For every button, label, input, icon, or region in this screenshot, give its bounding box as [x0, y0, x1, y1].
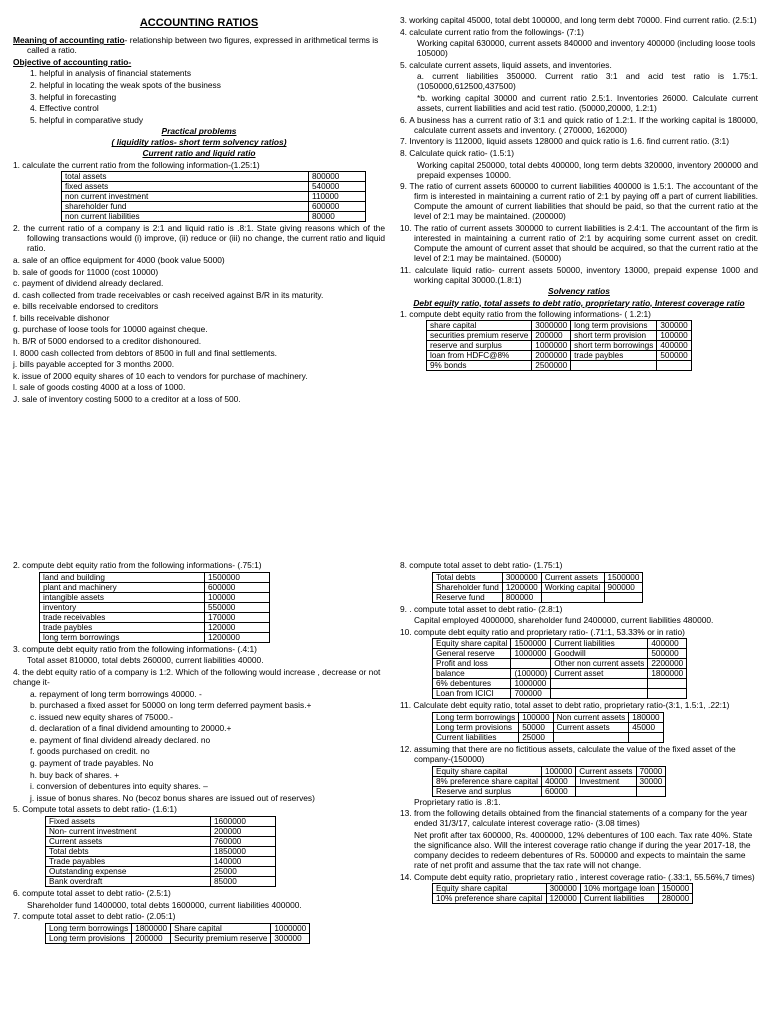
table-row: [46, 856, 276, 866]
table-cell: Loan from ICICI: [433, 689, 511, 699]
table-cell: [648, 689, 687, 699]
table-cell: 2500000: [532, 361, 571, 371]
table-cell: Trade payables: [46, 856, 211, 866]
table-cell: [629, 733, 663, 743]
list-item: e. payment of final dividend already declared. no: [30, 734, 211, 745]
table-row: [62, 212, 366, 222]
table-cell: 30000: [636, 776, 666, 786]
table-row: [433, 592, 643, 602]
table-cell: 300000: [657, 321, 691, 331]
table-cell: 500000: [648, 649, 687, 659]
table-cell: 400000: [648, 639, 687, 649]
meaning-text: - relationship between two figures, expressed in arithmetical terms is called a ratio.: [27, 35, 379, 56]
table-cell: Share capital: [171, 923, 271, 933]
table-cell: long term provisions: [571, 321, 657, 331]
table-cell: Goodwill: [551, 649, 648, 659]
table-cell: 600000: [205, 582, 270, 592]
table-row: [46, 826, 276, 836]
table-cell: Current assets: [553, 723, 629, 733]
table-cell: total assets: [62, 172, 309, 182]
table-cell: 500000: [657, 351, 691, 361]
solvency-question-1: 1. compute debt equity ratio from the following informations- ( 1.2:1): [400, 308, 651, 319]
list-item: c. issued new equity shares of 75000.-: [30, 711, 173, 722]
table-cell: 760000: [211, 836, 276, 846]
table-row: [433, 786, 666, 796]
table-cell: 2200000: [648, 659, 687, 669]
list-item: f. bills receivable dishonor: [13, 312, 110, 323]
section-heading-liquidity: ( liquidity ratios- short term solvency ratios): [111, 137, 287, 148]
table-cell: [636, 786, 666, 796]
section-heading-current-ratio: Current ratio and liquid ratio: [142, 148, 256, 159]
table-cell: 400000: [657, 341, 691, 351]
table-row: [62, 202, 366, 212]
table-cell: short term borrowings: [571, 341, 657, 351]
table-row: [46, 866, 276, 876]
top-right-column: [400, 15, 758, 371]
list-item: 5. helpful in comparative study: [30, 114, 144, 125]
table-cell: share capital: [427, 321, 532, 331]
table-cell: 120000: [205, 622, 270, 632]
table-cell: 550000: [205, 602, 270, 612]
table-cell: non current investment: [62, 192, 309, 202]
b10-table: [432, 638, 687, 699]
table-row: [433, 766, 666, 776]
table-cell: 1200000: [205, 632, 270, 642]
solvency-subheading: Debt equity ratio, total assets to debt ratio, proprietary ratio, Interest coverage ratio: [413, 297, 745, 308]
table-cell: 300000: [271, 933, 310, 943]
table-cell: Non- current investment: [46, 826, 211, 836]
table-row: [40, 612, 270, 622]
list-item: h. buy back of shares. +: [30, 769, 120, 780]
table-cell: 10% mortgage loan: [580, 884, 658, 894]
table-cell: Bank overdraft: [46, 876, 211, 886]
top-left-column: [13, 15, 385, 405]
q2-items-list: [13, 255, 385, 404]
table-cell: fixed assets: [62, 182, 309, 192]
question-10: 10. The ratio of current assets 300000 to current liabilities is 2.4:1. The accountant of the firm is interested in maintaining a current ratio of 2:1 by acquiring some current asset on credit. Compute the amount of current asset that should be acquired, so that the current ratio at the level of 2:1 may be maintained. (50000): [400, 222, 758, 264]
table-cell: [648, 679, 687, 689]
table-cell: 1800000: [648, 669, 687, 679]
list-item: f. goods purchased on credit. no: [30, 746, 150, 757]
table-row: [433, 649, 687, 659]
table-cell: Current assets: [576, 766, 636, 776]
table-cell: Investment: [576, 776, 636, 786]
b2-table: [39, 572, 270, 643]
list-item: a. sale of an office equipment for 4000 (book value 5000): [13, 254, 225, 265]
section-heading-practical: Practical problems: [161, 126, 237, 137]
table-row: [40, 572, 270, 582]
list-item: 1. helpful in analysis of financial statements: [30, 68, 192, 79]
table-cell: [551, 689, 648, 699]
table-cell: securities premium reserve: [427, 331, 532, 341]
table-cell: 85000: [211, 876, 276, 886]
objectives-list: [13, 68, 385, 124]
table-row: [433, 572, 643, 582]
table-cell: Reserve and surplus: [433, 786, 542, 796]
table-cell: inventory: [40, 602, 205, 612]
list-item: b. sale of goods for 11000 (cost 10000): [13, 266, 159, 277]
table-cell: Equity share capital: [433, 766, 542, 776]
list-item: d. cash collected from trade receivables or cash received against B/R in its maturity.: [13, 289, 324, 300]
table-cell: 1500000: [511, 639, 551, 649]
table-cell: 1000000: [532, 341, 571, 351]
list-item: k. issue of 2000 equity shares of 10 each to vendors for purchase of machinery.: [13, 370, 308, 381]
table-cell: Outstanding expense: [46, 866, 211, 876]
debt-question-14: 14. Compute debt equity ratio, proprietary ratio , interest coverage ratio- (.33:1, 55.56%,7 times): [400, 871, 755, 882]
table-cell: Current liabilities: [433, 733, 519, 743]
debt-question-3: 3. compute debt equity ratio from the following informations- (.4:1): [13, 643, 257, 654]
table-cell: Profit and loss: [433, 659, 511, 669]
bottom-left-column: [13, 560, 385, 944]
table-cell: 280000: [658, 894, 692, 904]
debt-question-3-detail: Total asset 810000, total debts 260000, current liabilities 40000.: [27, 655, 264, 666]
debt-question-2: 2. compute debt equity ratio from the following informations- (.75:1): [13, 560, 262, 570]
table-cell: 6% debentures: [433, 679, 511, 689]
table-row: [433, 733, 664, 743]
table-cell: [576, 786, 636, 796]
table-cell: Fixed assets: [46, 816, 211, 826]
table-cell: [553, 733, 629, 743]
table-cell: Working capital: [541, 582, 604, 592]
b8-table: [432, 572, 643, 603]
table-row: [433, 884, 693, 894]
table-row: [427, 361, 692, 371]
table-cell: 25000: [519, 733, 553, 743]
table-cell: trade paybles: [571, 351, 657, 361]
b14-table: [432, 883, 693, 904]
question-7: 7. Inventory is 112000, liquid assets 128000 and quick ratio is 1.6. find current ratio. (3:1): [400, 136, 729, 147]
table-cell: plant and machinery: [40, 582, 205, 592]
table-cell: short term provision: [571, 331, 657, 341]
question-4: 4. calculate current ratio from the followings- (7:1): [400, 26, 584, 37]
table-row: [433, 669, 687, 679]
table-cell: 100000: [541, 766, 575, 776]
table-cell: 180000: [629, 713, 663, 723]
table-row: [433, 679, 687, 689]
debt-question-9: 9. . compute total asset to debt ratio- (2.8:1): [400, 603, 563, 614]
table-cell: 1600000: [211, 816, 276, 826]
question-5b: *b. working capital 30000 and current ratio 2.5:1. Inventories 26000. Calculate current assets, current liabilities and acid test ratio. (50000,20000, 1.2:1): [417, 93, 758, 114]
table-cell: Equity share capital: [433, 639, 511, 649]
table-row: [46, 846, 276, 856]
list-item: l. sale of goods costing 4000 at a loss of 1000.: [13, 382, 186, 393]
question-6: 6. A business has a current ratio of 3:1 and quick ratio of 1.2:1. If the working capital is 180000, calculate current assets and inventory. ( 270000, 162000): [400, 114, 758, 135]
table-row: [433, 582, 643, 592]
top-page: [0, 15, 768, 515]
table-cell: 300000: [546, 884, 580, 894]
table-cell: trade paybles: [40, 622, 205, 632]
table-cell: 200000: [211, 826, 276, 836]
b5-table: [45, 816, 276, 887]
table-cell: 900000: [604, 582, 643, 592]
list-item: b. purchased a fixed asset for 50000 on long term deferred payment basis.+: [30, 700, 312, 711]
debt-question-4: 4. the debt equity ratio of a company is 1:2. Which of the following would increase , decrease or not change it-: [13, 666, 381, 687]
table-cell: non current liabilities: [62, 212, 309, 222]
list-item: 4. Effective control: [30, 103, 99, 114]
debt-question-6: 6. compute total asset to debt ratio- (2.5:1): [13, 887, 171, 898]
question-2: 2. the current ratio of a company is 2:1 and liquid ratio is .8:1. State giving reasons which of the following transactions would (i) improve, (ii) reduce or (iii) no change, the current ratio and liquid ratio.: [13, 223, 385, 254]
table-cell: (100000): [511, 669, 551, 679]
table-cell: Non current assets: [553, 713, 629, 723]
table-cell: 140000: [211, 856, 276, 866]
table-cell: 100000: [205, 592, 270, 602]
table-cell: 60000: [541, 786, 575, 796]
table-cell: [541, 592, 604, 602]
table-row: [433, 894, 693, 904]
list-item: e. bills receivable endorsed to creditors: [13, 301, 159, 312]
list-item: I. 8000 cash collected from debtors of 8500 in full and final settlements.: [13, 347, 277, 358]
debt-question-9-detail: Capital employed 4000000, shareholder fund 2400000, current liabilities 480000.: [414, 615, 714, 626]
q1-table: [61, 171, 366, 222]
table-cell: shareholder fund: [62, 202, 309, 212]
question-4-detail: Working capital 630000, current assets 840000 and inventory 400000 (including loose tools 105000): [417, 38, 756, 59]
bottom-page: [0, 560, 768, 1024]
meaning-paragraph: [13, 35, 385, 55]
table-cell: Reserve fund: [433, 592, 503, 602]
list-item: c. payment of dividend already declared.: [13, 278, 164, 289]
question-11: 11. calculate liquid ratio- current assets 50000, inventory 13000, prepaid expense 1000 and working capital 30000.(1.8:1): [400, 264, 758, 285]
table-cell: 100000: [657, 331, 691, 341]
meaning-label: Meaning of accounting ratio: [13, 35, 125, 46]
table-cell: 120000: [546, 894, 580, 904]
table-cell: Shareholder fund: [433, 582, 503, 592]
table-cell: long term borrowings: [40, 632, 205, 642]
table-cell: Current assets: [541, 572, 604, 582]
table-cell: 10% preference share capital: [433, 894, 547, 904]
table-cell: Total debts: [433, 572, 503, 582]
table-cell: 100000: [519, 713, 553, 723]
table-cell: Long term borrowings: [433, 713, 519, 723]
table-cell: intangible assets: [40, 592, 205, 602]
table-row: [427, 351, 692, 361]
question-8: 8. Calculate quick ratio- (1.5:1): [400, 147, 515, 158]
table-cell: Long term provisions: [46, 933, 132, 943]
question-3: 3. working capital 45000, total debt 100000, and long term debt 70000. Find current ratio. (2.5:1): [400, 15, 757, 25]
list-item: h. B/R of 5000 endorsed to a creditor dishonoured.: [13, 335, 202, 346]
table-cell: 3000000: [502, 572, 541, 582]
table-cell: [604, 592, 643, 602]
bottom-right-column: [400, 560, 758, 904]
table-row: [46, 816, 276, 826]
table-row: [40, 582, 270, 592]
table-cell: 1000000: [511, 649, 551, 659]
table-cell: Equity share capital: [433, 884, 547, 894]
table-row: [427, 331, 692, 341]
table-cell: reserve and surplus: [427, 341, 532, 351]
table-row: [46, 876, 276, 886]
table-cell: [571, 361, 657, 371]
table-cell: 1000000: [271, 923, 310, 933]
debt-question-12-note: Proprietary ratio is .8:1.: [414, 796, 501, 807]
table-row: [40, 592, 270, 602]
table-cell: Current liabilities: [551, 639, 648, 649]
list-item: d. declaration of a final dividend amounting to 20000.+: [30, 723, 232, 734]
table-cell: 70000: [636, 766, 666, 776]
table-cell: 50000: [519, 723, 553, 733]
question-9: 9. The ratio of current assets 600000 to current liabilities 400000 is 1.5:1. The accountant of the firm is interested in maintaining a current ratio of 2:1 by paying off a part of current liabilities. Compute the amount of current liabilities that should be paid, so that the current ratio at the level of 2:1 may be maintained. (200000): [400, 181, 758, 222]
table-cell: 2000000: [532, 351, 571, 361]
table-cell: 40000: [541, 776, 575, 786]
debt-question-5: 5. Compute total assets to debt ratio- (1.6:1): [13, 804, 177, 815]
table-cell: Current asset: [551, 669, 648, 679]
table-row: [433, 639, 687, 649]
table-cell: 80000: [309, 212, 366, 222]
list-item: j. bills payable accepted for 3 months 2000.: [13, 359, 175, 370]
table-row: [433, 659, 687, 669]
list-item: a. repayment of long term borrowings 40000. -: [30, 688, 202, 699]
table-row: [46, 933, 310, 943]
table-row: [62, 192, 366, 202]
b7-table: [45, 923, 310, 944]
list-item: g. purchase of loose tools for 10000 against cheque.: [13, 324, 208, 335]
table-cell: 45000: [629, 723, 663, 733]
table-cell: [551, 679, 648, 689]
table-cell: loan from HDFC@8%: [427, 351, 532, 361]
table-cell: 1500000: [604, 572, 643, 582]
debt-question-7: 7. compute total asset to debt ratio- (2.05:1): [13, 911, 176, 922]
list-item: J. sale of inventory costing 5000 to a creditor at a loss of 500.: [13, 393, 241, 404]
table-cell: Other non current assets: [551, 659, 648, 669]
table-row: [40, 632, 270, 642]
table-cell: Current liabilities: [580, 894, 658, 904]
table-cell: 9% bonds: [427, 361, 532, 371]
table-row: [40, 602, 270, 612]
b11-table: [432, 712, 664, 743]
table-cell: balance: [433, 669, 511, 679]
question-5a: a. current liabilities 350000. Current ratio 3:1 and acid test ratio is 1.75:1. (1050000,612500,437500): [417, 71, 758, 92]
table-cell: 1500000: [205, 572, 270, 582]
list-item: i. conversion of debentures into equity shares. –: [30, 781, 208, 792]
debt-question-6-detail: Shareholder fund 1400000, total debts 1600000, current liabilities 400000.: [27, 899, 302, 910]
table-cell: 25000: [211, 866, 276, 876]
table-cell: land and building: [40, 572, 205, 582]
table-row: [433, 776, 666, 786]
b12-table: [432, 766, 666, 797]
question-1: 1. calculate the current ratio from the following information-(1.25:1): [13, 159, 260, 170]
table-cell: 1850000: [211, 846, 276, 856]
table-row: [62, 182, 366, 192]
table-cell: Long term borrowings: [46, 923, 132, 933]
list-item: j. issue of bonus shares. No (becoz bonus shares are issued out of reserves): [30, 792, 315, 803]
table-row: [40, 622, 270, 632]
table-cell: Security premium reserve: [171, 933, 271, 943]
table-row: [433, 723, 664, 733]
table-cell: [511, 659, 551, 669]
debt-question-11: 11. Calculate debt equity ratio, total asset to debt ratio, proprietary ratio-(3:1, 1.5:1, .22:1): [400, 700, 730, 711]
table-row: [62, 172, 366, 182]
table-cell: 800000: [502, 592, 541, 602]
table-cell: 3000000: [532, 321, 571, 331]
table-cell: Current assets: [46, 836, 211, 846]
question-5: 5. calculate current assets, liquid assets, and inventories.: [400, 59, 612, 70]
table-cell: 150000: [658, 884, 692, 894]
question-8-detail: Working capital 250000, total debts 400000, long term debts 320000, inventory 200000 and prepaid expenses 10000.: [417, 159, 758, 180]
table-cell: 1200000: [502, 582, 541, 592]
table-cell: 200000: [532, 331, 571, 341]
objective-label: Objective of accounting ratio-: [13, 56, 132, 67]
table-row: [433, 689, 687, 699]
s1-table: [426, 320, 692, 371]
debt-question-8: 8. compute total asset to debt ratio- (1.75:1): [400, 560, 563, 570]
list-item: g. payment of trade payables. No: [30, 757, 154, 768]
table-cell: 600000: [309, 202, 366, 212]
b4-items-list: [13, 689, 385, 803]
debt-question-12: 12. assuming that there are no fictitious assets, calculate the value of the fixed asset of the company-(150000): [400, 744, 736, 765]
table-row: [427, 321, 692, 331]
table-cell: 8% preference share capital: [433, 776, 542, 786]
debt-question-13-detail: Net profit after tax 600000, Rs. 4000000, 12% debentures of 100 each. Tax rate 40%. State the significance also. Will the interest coverage ratio change if during the year 2017-18, the company decides to redeem debentures of Rs. 500000 and expects to maintain the same rate of net profit and assume that the tax rate will not change.: [414, 830, 753, 871]
list-item: 3. helpful in forecasting: [30, 91, 117, 102]
table-cell: 200000: [132, 933, 171, 943]
table-cell: 170000: [205, 612, 270, 622]
table-row: [433, 713, 664, 723]
table-cell: 700000: [511, 689, 551, 699]
table-cell: 1000000: [511, 679, 551, 689]
document-title: ACCOUNTING RATIOS: [139, 17, 259, 29]
table-cell: General reserve: [433, 649, 511, 659]
table-cell: [657, 361, 691, 371]
table-cell: trade receivables: [40, 612, 205, 622]
table-cell: Long term provisions: [433, 723, 519, 733]
debt-question-13: 13. from the following details obtained from the financial statements of a company for the year ended 31/3/17, calculate interest coverage ratio- (3.08 times): [400, 808, 748, 829]
solvency-heading: Solvency ratios: [548, 286, 610, 297]
table-row: [46, 836, 276, 846]
table-cell: 540000: [309, 182, 366, 192]
table-row: [427, 341, 692, 351]
table-cell: 1800000: [132, 923, 171, 933]
list-item: 2. helpful in locating the weak spots of the business: [30, 80, 221, 90]
table-cell: Total debts: [46, 846, 211, 856]
debt-question-10: 10. compute debt equity ratio and proprietary ratio- (.71:1, 53.33% or in ratio): [400, 626, 685, 637]
table-cell: 800000: [309, 172, 366, 182]
table-cell: 110000: [309, 192, 366, 202]
table-row: [46, 923, 310, 933]
